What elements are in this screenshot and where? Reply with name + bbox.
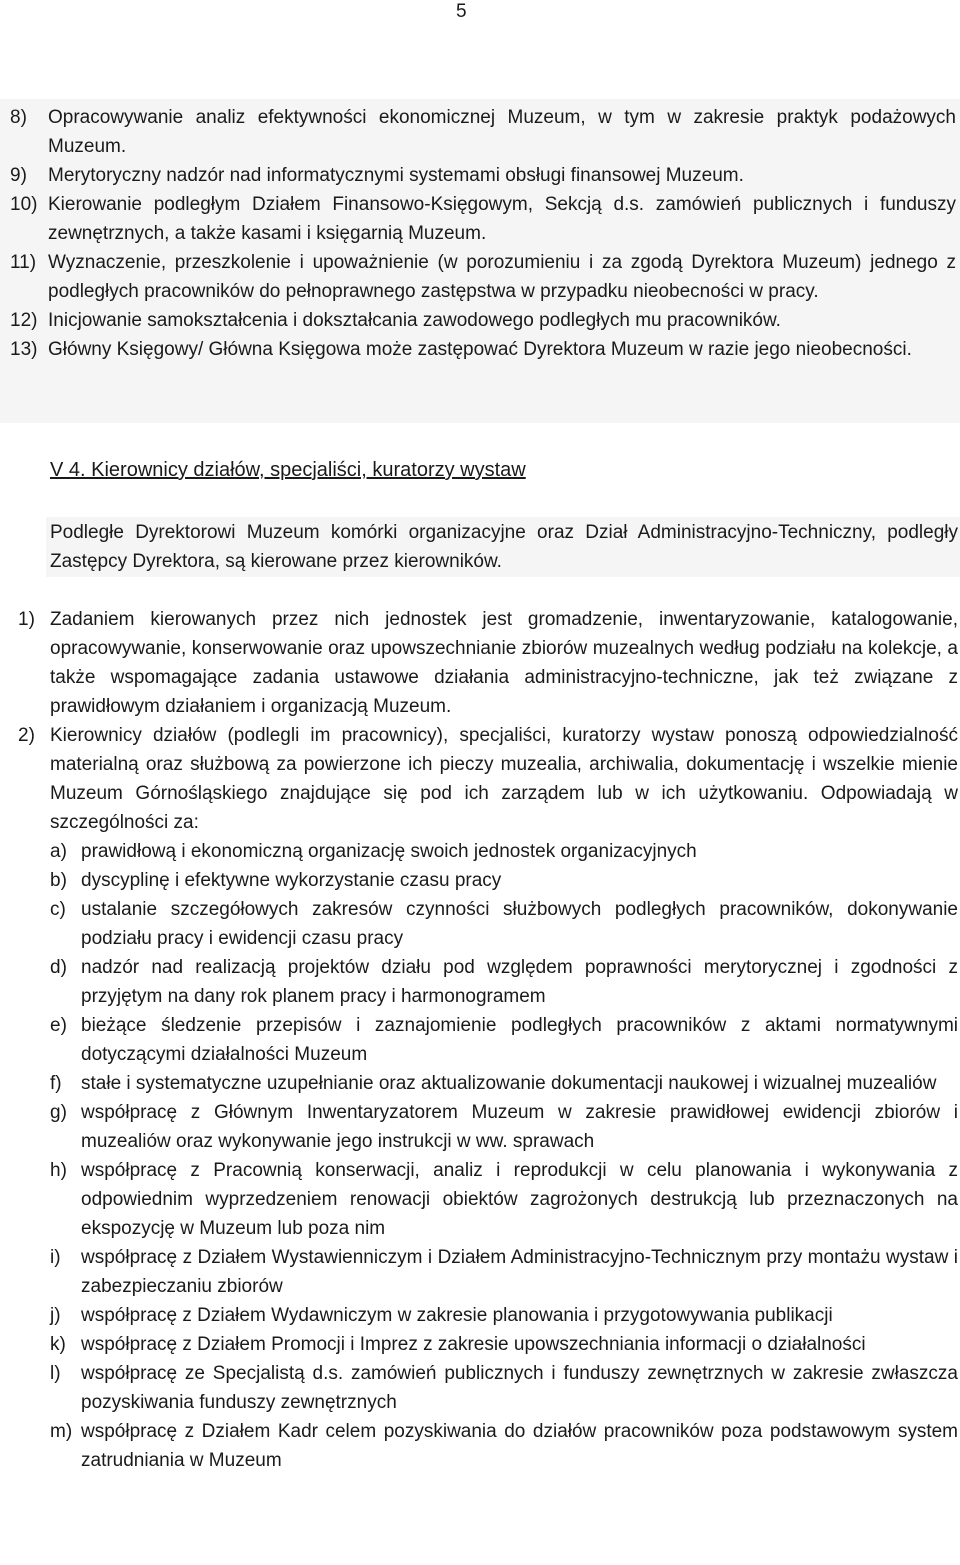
item-text: prawidłową i ekonomiczną organizację swoich jednostek organizacyjnych (81, 841, 697, 862)
item-letter: c) (50, 899, 66, 920)
item-number: 11) (10, 252, 37, 273)
item-text: ustalanie szczegółowych zakresów czynności służbowych podległych pracowników, dokonywanie podziału pracy i ewidencji czasu pracy (81, 899, 958, 949)
item-text: współpracę ze Specjalistą d.s. zamówień publicznych i funduszy zewnętrznych w zakresie zwłaszcza pozyskiwania funduszy zewnętrznych (81, 1363, 958, 1413)
list-item (10, 161, 956, 190)
sub-list-item (50, 866, 958, 895)
sub-list-item (50, 1417, 958, 1475)
item-number: 12) (10, 310, 38, 331)
sub-list-item (50, 1301, 958, 1330)
sub-list-item (50, 1359, 958, 1417)
item-text: Kierownicy działów (podlegli im pracownicy), specjaliści, kuratorzy wystaw ponoszą odpowiedzialność materialną oraz służbową za powierzone ich pieczy muzealia, archiwalia, dokumentację i wszelkie mienie Muzeum Górnośląskiego znajdujące się pod ich zarządem lub w ich użytkowaniu. Odpowiadają w szczególności za: (50, 725, 958, 833)
item-number: 13) (10, 339, 38, 360)
sub-list-item (50, 1243, 958, 1301)
sub-list-item (50, 1069, 958, 1098)
item-text: Główny Księgowy/ Główna Księgowa może zastępować Dyrektora Muzeum w razie jego nieobecności. (48, 339, 912, 360)
item-number: 9) (10, 165, 27, 186)
item-letter: e) (50, 1015, 67, 1036)
item-text: Opracowywanie analiz efektywności ekonomicznej Muzeum, w tym w zakresie praktyk podażowych Muzeum. (48, 107, 956, 157)
item-text: Zadaniem kierowanych przez nich jednostek jest gromadzenie, inwentaryzowanie, katalogowanie, opracowywanie, konserwowanie oraz upowszechnianie zbiorów muzealnych według podziału na kolekcje, a także wspomagające zadania ustawowe działania administracyjno-techniczne, jak też związane z prawidłowym działaniem i organizacją Muzeum. (50, 609, 958, 717)
item-letter: d) (50, 957, 67, 978)
item-text: współpracę z Działem Wydawniczym w zakresie planowania i przygotowywania publikacji (81, 1305, 833, 1326)
item-text: Inicjowanie samokształcenia i dokształcania zawodowego podległych mu pracowników. (48, 310, 781, 331)
section-heading: V 4. Kierownicy działów, specjaliści, kuratorzy wystaw (50, 459, 526, 481)
item-body (50, 721, 958, 1475)
item-number: 2) (18, 725, 35, 746)
item-text: współpracę z Działem Kadr celem pozyskiwania do działów pracowników poza podstawowym system zatrudniania w Muzeum (81, 1421, 958, 1471)
sub-list-item (50, 895, 958, 953)
item-text: współpracę z Pracownią konserwacji, analiz i reprodukcji w celu planowania i wykonywania z odpowiednim wyprzedzeniem renowacji obiektów zagrożonych destrukcją lub przeznaczonych na ekspozycję w Muzeum lub poza nim (81, 1160, 958, 1239)
item-letter: i) (50, 1247, 61, 1268)
list-item (10, 335, 956, 364)
item-text: bieżące śledzenie przepisów i zaznajomienie podległych pracowników z aktami normatywnymi dotyczącymi działalności Muzeum (81, 1015, 958, 1065)
item-number: 1) (18, 609, 35, 630)
sub-list-item (50, 1156, 958, 1243)
item-letter: a) (50, 841, 67, 862)
page-number: 5 (456, 1, 467, 22)
item-letter: b) (50, 870, 67, 891)
sub-list-item (50, 953, 958, 1011)
sub-list (50, 837, 958, 1475)
list-item (10, 103, 956, 161)
item-letter: j) (50, 1305, 61, 1326)
item-letter: h) (50, 1160, 67, 1181)
sub-list-item (50, 837, 958, 866)
item-letter: k) (50, 1334, 66, 1355)
sub-list-item (50, 1098, 958, 1156)
item-text: współpracę z Działem Wystawienniczym i Działem Administracyjno-Technicznym przy montażu wystaw i zabezpieczaniu zbiorów (81, 1247, 958, 1297)
list-item (10, 306, 956, 335)
item-letter: m) (50, 1421, 73, 1442)
item-text: współpracę z Działem Promocji i Imprez z zakresie upowszechniania informacji o działalności (81, 1334, 866, 1355)
section-intro: Podległe Dyrektorowi Muzeum komórki organizacyjne oraz Dział Administracyjno-Techniczny, podległy Zastępcy Dyrektora, są kierowane przez kierowników. (50, 522, 958, 572)
item-letter: f) (50, 1073, 62, 1094)
item-text: Kierowanie podległym Działem Finansowo-Księgowym, Sekcją d.s. zamówień publicznych i funduszy zewnętrznych, a także kasami i księgarnią Muzeum. (48, 194, 956, 244)
item-text: współpracę z Głównym Inwentaryzatorem Muzeum w zakresie prawidłowej ewidencji zbiorów i muzealiów oraz wykonywanie jego instrukcji w ww. sprawach (81, 1102, 958, 1152)
item-text: Merytoryczny nadzór nad informatycznymi systemami obsługi finansowej Muzeum. (48, 165, 744, 186)
top-list (10, 103, 956, 364)
item-text: nadzór nad realizacją projektów działu pod względem poprawności merytorycznej i zgodności z przyjętym na dany rok planem pracy i harmonogramem (81, 957, 958, 1007)
item-text: dyscyplinę i efektywne wykorzystanie czasu pracy (81, 870, 502, 891)
list-item (18, 721, 958, 1475)
item-number: 8) (10, 107, 27, 128)
list-item (10, 190, 956, 248)
sub-list-item (50, 1011, 958, 1069)
sub-list-item (50, 1330, 958, 1359)
item-text: stałe i systematyczne uzupełnianie oraz aktualizowanie dokumentacji naukowej i wizualnej muzealiów (81, 1073, 937, 1094)
item-text: Wyznaczenie, przeszkolenie i upoważnienie (w porozumieniu i za zgodą Dyrektora Muzeum) jednego z podległych pracowników do pełnoprawnego zastępstwa w przypadku nieobecności w pracy. (48, 252, 956, 302)
item-letter: g) (50, 1102, 67, 1123)
item-number: 10) (10, 194, 38, 215)
main-list (18, 605, 958, 1475)
item-letter: l) (50, 1363, 61, 1384)
list-item (18, 605, 958, 721)
list-item (10, 248, 956, 306)
